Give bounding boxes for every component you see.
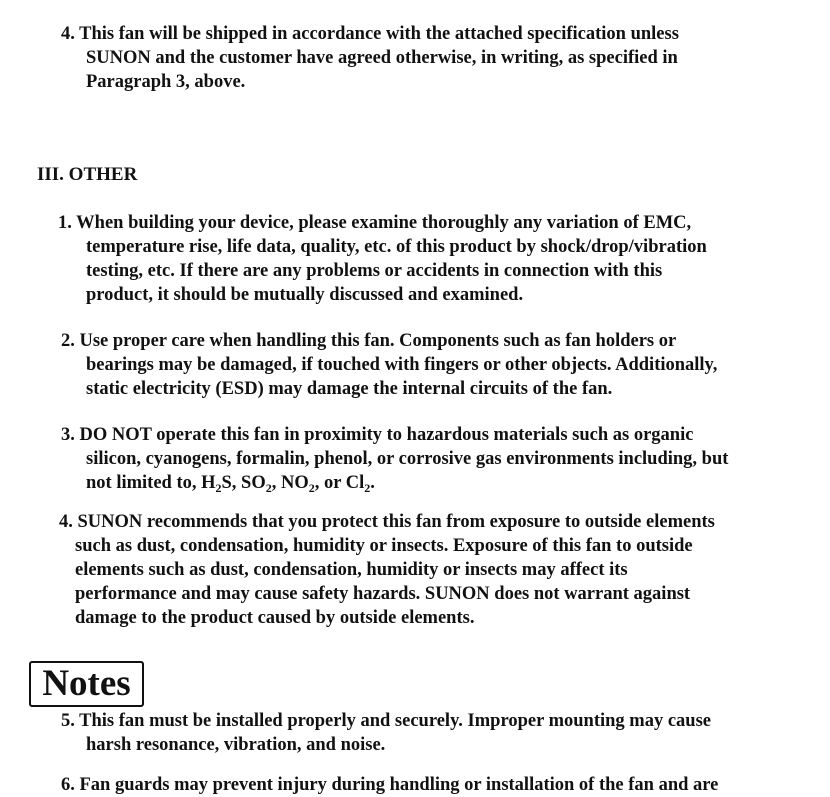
subscript: 2 — [308, 481, 315, 495]
subscript: 2 — [265, 481, 272, 495]
text-line: Paragraph 3, above. — [86, 72, 246, 92]
other-item-4 — [59, 510, 715, 630]
text-line: 2. Use proper care when handling this fan. Components such as fan holders or — [61, 331, 677, 351]
text-line: harsh resonance, vibration, and noise. — [86, 735, 386, 755]
text-line: testing, etc. If there are any problems or accidents in connection with this — [86, 261, 663, 281]
other-item-3 — [61, 423, 728, 495]
subscript: 2 — [364, 481, 371, 495]
text-line: performance and may cause safety hazards. SUNON does not warrant against — [75, 584, 691, 604]
chem-text: , or Cl — [314, 473, 365, 493]
text-line: temperature rise, life data, quality, etc. of this product by shock/drop/vibration — [86, 237, 707, 257]
chem-text: not limited to, H — [86, 473, 216, 493]
text-line: 5. This fan must be installed properly and securely. Improper mounting may cause — [61, 711, 711, 731]
notes-item-6 — [61, 773, 718, 797]
text-line: product, it should be mutually discussed and examined. — [86, 285, 524, 305]
text-line: SUNON and the customer have agreed otherwise, in writing, as specified in — [86, 48, 678, 68]
section-heading: III. OTHER — [37, 164, 138, 185]
previous-item-4 — [61, 22, 679, 94]
chem-text: , NO — [271, 473, 309, 493]
text-line: static electricity (ESD) may damage the internal circuits of the fan. — [86, 379, 613, 399]
other-item-1 — [58, 211, 707, 307]
notes-item-5 — [61, 709, 711, 757]
text-line: 3. DO NOT operate this fan in proximity to hazardous materials such as organic — [61, 425, 694, 445]
text-line: elements such as dust, condensation, humidity or insects may affect its — [75, 560, 628, 580]
notes-label: Notes — [29, 661, 144, 707]
text-line: 6. Fan guards may prevent injury during handling or installation of the fan and are — [61, 775, 719, 795]
chem-text: . — [370, 473, 375, 493]
text-line: 1. When building your device, please examine thoroughly any variation of EMC, — [58, 213, 692, 233]
text-line: such as dust, condensation, humidity or insects. Exposure of this fan to outside — [75, 536, 693, 556]
text-line: bearings may be damaged, if touched with fingers or other objects. Additionally, — [86, 355, 718, 375]
text-line: damage to the product caused by outside elements. — [75, 608, 475, 628]
chem-line — [61, 471, 728, 495]
chem-text: S, SO — [221, 473, 266, 493]
text-line: 4. SUNON recommends that you protect this fan from exposure to outside elements — [59, 512, 715, 532]
subscript: 2 — [215, 481, 222, 495]
text-line: 4. This fan will be shipped in accordance with the attached specification unless — [61, 24, 679, 44]
text-line: silicon, cyanogens, formalin, phenol, or corrosive gas environments including, but — [86, 449, 729, 469]
other-item-2 — [61, 329, 717, 401]
